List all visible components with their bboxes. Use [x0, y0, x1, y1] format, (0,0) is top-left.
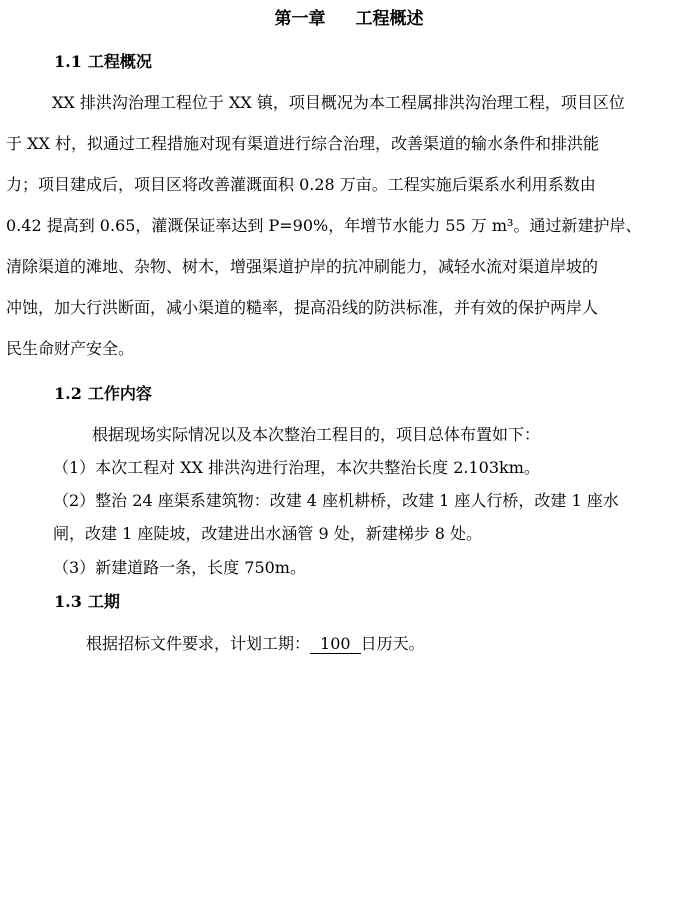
section-title: 工期	[87, 592, 120, 611]
schedule-text-after: 日历天。	[360, 634, 425, 653]
section-title: 工作内容	[87, 384, 152, 403]
section-intro: 根据现场实际情况以及本次整治工程目的，项目总体布置如下：	[92, 425, 541, 444]
schedule-line	[86, 633, 425, 655]
paragraph-line: 冲蚀，加大行洪断面，减小渠道的糙率，提高沿线的防洪标准，并有效的保护两岸人	[6, 298, 599, 317]
paragraph-line: 民生命财产安全。	[6, 339, 135, 358]
section-number: 1.3	[54, 592, 82, 611]
list-item: （1）本次工程对 XX 排洪沟进行治理，本次共整治长度 2.103km。	[53, 458, 540, 477]
paragraph-line: 于 XX 村，拟通过工程措施对现有渠道进行综合治理，改善渠道的输水条件和排洪能	[6, 134, 599, 153]
section-title: 工程概况	[87, 52, 152, 71]
schedule-days-value: 100	[310, 635, 361, 654]
chapter-title	[0, 8, 698, 30]
section-number: 1.2	[54, 384, 82, 403]
list-item: （2）整治 24 座渠系建筑物：改建 4 座机耕桥，改建 1 座人行桥，改建 1 座水	[53, 491, 619, 510]
paragraph-line: 0.42 提高到 0.65，灌溉保证率达到 P=90%，年增节水能力 55 万 m³。通过新建护岸、	[6, 216, 642, 235]
chapter-name: 工程概述	[355, 9, 424, 29]
list-item-continuation: 闸，改建 1 座陡坡，改建进出水涵管 9 处，新建梯步 8 处。	[53, 524, 483, 543]
section-heading-1-3	[54, 591, 120, 613]
paragraph-line: XX 排洪沟治理工程位于 XX 镇，项目概况为本工程属排洪沟治理工程，项目区位	[52, 93, 625, 112]
paragraph-line: 力；项目建成后，项目区将改善灌溉面积 0.28 万亩。工程实施后渠系水利用系数由	[6, 175, 596, 194]
section-number: 1.1	[54, 52, 82, 71]
schedule-text-before: 根据招标文件要求，计划工期：	[86, 634, 311, 653]
paragraph-line: 清除渠道的滩地、杂物、树木，增强渠道护岸的抗冲刷能力，减轻水流对渠道岸坡的	[6, 257, 599, 276]
section-heading-1-1	[54, 51, 152, 73]
list-item: （3）新建道路一条，长度 750m。	[53, 558, 306, 577]
chapter-number: 第一章	[274, 9, 326, 29]
section-heading-1-2	[54, 383, 152, 405]
